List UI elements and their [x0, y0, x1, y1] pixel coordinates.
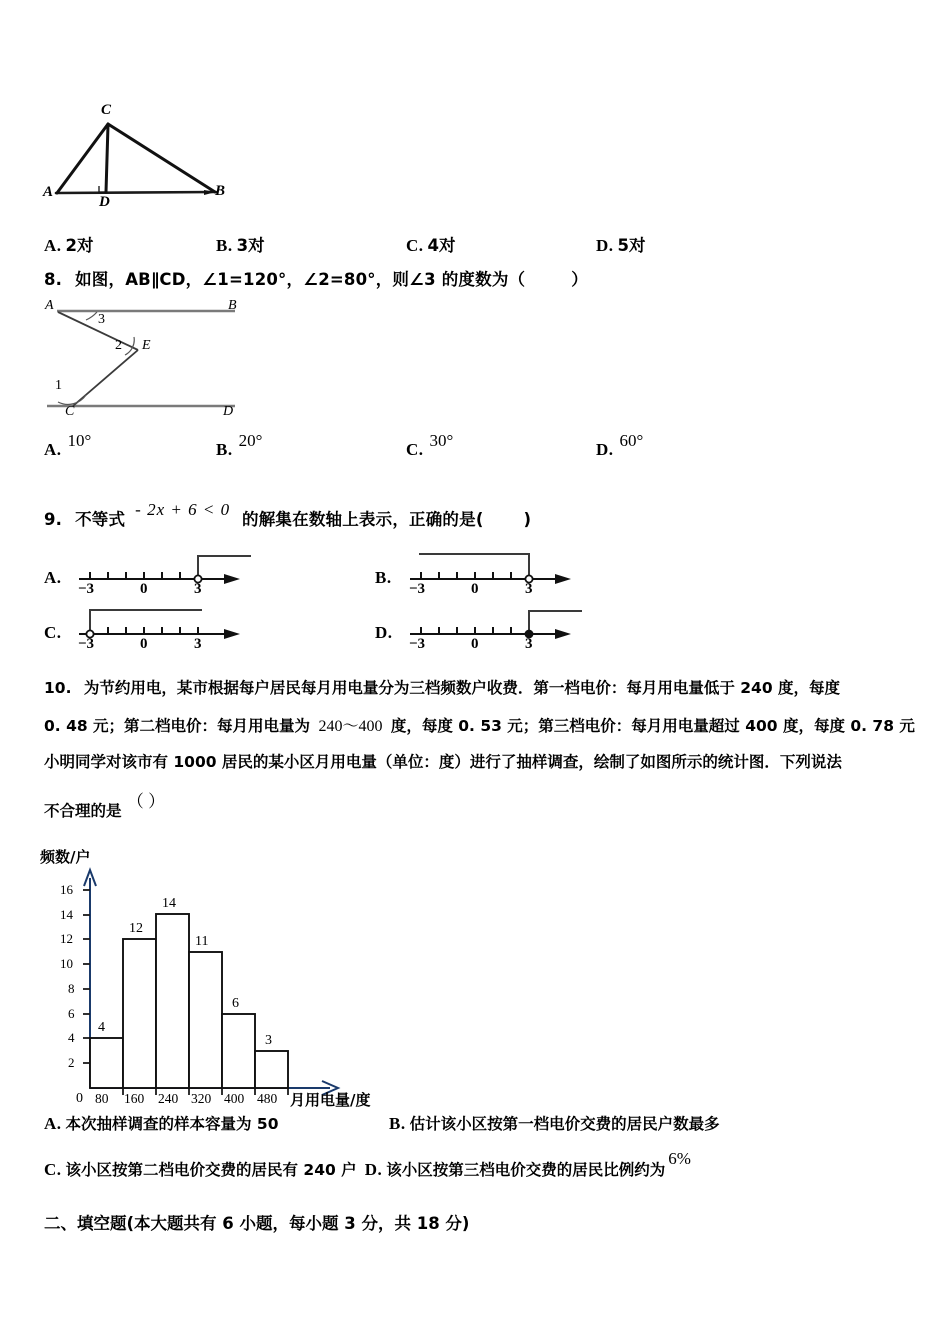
question10-line4: [44, 792, 166, 821]
option-b-q7[interactable]: [216, 232, 406, 256]
option-d-sup: 6%: [668, 1149, 691, 1168]
question7-options-row: [44, 232, 924, 256]
option-c-value: 30°: [429, 431, 454, 450]
option-b-letter: B.: [216, 440, 233, 459]
chart-bar-label-5: 6: [232, 996, 239, 1011]
option-a-letter: A.: [44, 440, 62, 459]
option-d-q10[interactable]: [364, 1149, 691, 1180]
chart-xtick-320: 320: [191, 1091, 212, 1106]
option-b-q8[interactable]: [216, 431, 406, 460]
question10-options-row-2: [44, 1149, 924, 1180]
question9-tail-end: ): [523, 510, 532, 529]
chart-ytick-4: 4: [68, 1030, 75, 1045]
option-a-letter: A.: [44, 236, 62, 255]
frequency-histogram: [38, 848, 388, 1109]
option-d-text: 5对: [617, 236, 646, 255]
option-c-text: 4对: [427, 236, 456, 255]
option-b-text: 3对: [236, 236, 265, 255]
option-a-letter: A.: [44, 568, 62, 587]
question9-stem: [44, 500, 532, 530]
option-a-q7[interactable]: [44, 232, 216, 256]
question8-figure: [45, 298, 280, 418]
chart-ytick-16: 16: [60, 882, 73, 897]
q8-label-E: E: [142, 338, 151, 353]
numberline-d-tick--3: −3: [409, 636, 426, 652]
option-c-letter: C.: [406, 236, 424, 255]
option-b-q10[interactable]: [389, 1112, 720, 1134]
numberline-a-tick-0: 0: [140, 581, 148, 597]
option-d-letter: D.: [364, 1160, 383, 1179]
option-c-letter: C.: [44, 1160, 62, 1179]
option-d-letter: D.: [596, 440, 614, 459]
question10-line4-paren: （ ）: [126, 792, 166, 811]
chart-origin-label: 0: [76, 1091, 83, 1106]
option-b-letter: B.: [216, 236, 233, 255]
option-c-q10[interactable]: [44, 1158, 357, 1180]
chart-ytick-14: 14: [60, 907, 73, 922]
chart-xtick-240: 240: [158, 1091, 179, 1106]
q8-label-C: C: [65, 404, 75, 419]
option-d-letter: D.: [596, 236, 614, 255]
numberline-c-tick-0: 0: [140, 636, 148, 652]
q8-label-B: B: [228, 298, 237, 313]
q8-label-A: A: [45, 298, 54, 313]
chart-bar-label-4: 11: [195, 934, 209, 949]
section2-header: 二、填空题(本大题共有 6 小题，每小题 3 分，共 18 分): [44, 1214, 470, 1233]
numberline-option-c[interactable]: [44, 603, 344, 655]
option-c-letter: C.: [44, 623, 62, 642]
question10-line2-a: 0. 48 元；第二档电价：每月用电量为: [44, 717, 311, 735]
chart-xtick-80: 80: [95, 1091, 109, 1106]
chart-bar-label-3: 14: [162, 896, 176, 911]
question8-text-tail: ）: [571, 270, 588, 289]
question9-lead: 不等式: [75, 510, 126, 529]
chart-ytick-8: 8: [68, 981, 75, 996]
question10-line4-text: 不合理的是: [44, 802, 122, 820]
numberline-a-tick-3: 3: [194, 581, 202, 597]
option-b-text: 估计该小区按第一档电价交费的居民户数最多: [409, 1115, 720, 1133]
chart-xtick-480: 480: [257, 1091, 278, 1106]
chart-xlabel: 月用电量/度: [290, 1091, 371, 1109]
option-a-q10[interactable]: [44, 1112, 389, 1134]
question10-line1-text: 为节约用电，某市根据每户居民每月用电量分为三档频数户收费．第一档电价：每月用电量低于 240 度，每度: [83, 679, 841, 697]
option-d-letter: D.: [375, 623, 393, 642]
numberline-a-tick--3: −3: [78, 581, 95, 597]
option-c-q7[interactable]: [406, 232, 596, 256]
question8-number: 8.: [44, 270, 63, 289]
triangle-label-B: B: [215, 183, 226, 199]
chart-ytick-12: 12: [60, 931, 73, 946]
chart-xtick-400: 400: [224, 1091, 245, 1106]
numberline-option-b[interactable]: [375, 548, 675, 600]
option-c-q8[interactable]: [406, 431, 596, 460]
option-b-value: 20°: [238, 431, 263, 450]
triangle-label-A: A: [43, 184, 54, 200]
chart-bar-label-6: 3: [265, 1033, 272, 1048]
question10-line3: 小明同学对该市有 1000 居民的某小区月用电量（单位：度）进行了抽样调查，绘制了如图所示的统计图．下列说法: [44, 753, 842, 771]
numberline-d-tick-3: 3: [525, 636, 533, 652]
numberline-option-a[interactable]: [44, 548, 344, 600]
question9-expression: - 2x + 6 < 0: [135, 500, 231, 519]
chart-bar-label-1: 4: [98, 1020, 105, 1035]
option-c-letter: C.: [406, 440, 424, 459]
option-d-text: 该小区按第三档电价交费的居民比例约为: [386, 1161, 666, 1179]
question8-options-row: [44, 431, 924, 460]
triangle-label-C: C: [101, 102, 112, 118]
chart-ytick-10: 10: [60, 956, 73, 971]
numberline-c-tick-3: 3: [194, 636, 202, 652]
q8-label-D: D: [223, 404, 234, 419]
chart-xtick-160: 160: [124, 1091, 145, 1106]
q8-angle-3: 3: [98, 312, 105, 327]
option-a-q8[interactable]: [44, 431, 216, 460]
numberline-option-d[interactable]: [375, 603, 675, 655]
chart-ytick-2: 2: [68, 1055, 75, 1070]
question10-line2: [44, 713, 915, 736]
question8-stem: [44, 266, 588, 290]
option-a-value: 10°: [67, 431, 92, 450]
question10-line1: [44, 676, 840, 698]
numberline-b-tick--3: −3: [409, 581, 426, 597]
numberline-c-tick--3: −3: [78, 636, 95, 652]
option-a-text: 本次抽样调查的样本容量为 50: [65, 1115, 279, 1133]
chart-bar-label-2: 12: [129, 921, 143, 936]
option-d-q8[interactable]: [596, 431, 644, 460]
question10-line2-math: 240～400: [318, 718, 383, 735]
option-b-letter: B.: [375, 568, 392, 587]
question8-text: 如图，AB∥CD，∠1=120°，∠2=80°，则∠3 的度数为（: [75, 270, 526, 289]
question10-line2-b: 度，每度 0. 53 元；第三档电价：每月用电量超过 400 度，每度 0. 78 元: [390, 717, 915, 735]
chart-ytick-6: 6: [68, 1006, 75, 1021]
option-a-text: 2对: [65, 236, 94, 255]
numberline-b-tick-3: 3: [525, 581, 533, 597]
option-a-letter: A.: [44, 1114, 62, 1133]
numberline-b-tick-0: 0: [471, 581, 479, 597]
question10-number: 10.: [44, 679, 72, 697]
q8-angle-1: 1: [55, 378, 62, 393]
triangle-label-D: D: [99, 194, 110, 210]
question9-number: 9.: [44, 510, 63, 529]
question9-tail: 的解集在数轴上表示，正确的是(: [242, 510, 484, 529]
q8-angle-2: 2: [115, 338, 122, 353]
triangle-figure: [44, 100, 224, 215]
question10-options-row-1: [44, 1112, 924, 1134]
numberline-d-tick-0: 0: [471, 636, 479, 652]
option-d-q7[interactable]: [596, 232, 646, 256]
option-c-text: 该小区按第二档电价交费的居民有 240 户: [65, 1161, 357, 1179]
option-b-letter: B.: [389, 1114, 406, 1133]
option-d-value: 60°: [619, 431, 644, 450]
chart-svg: [38, 848, 388, 1106]
chart-ylabel: 频数/户: [40, 848, 91, 866]
